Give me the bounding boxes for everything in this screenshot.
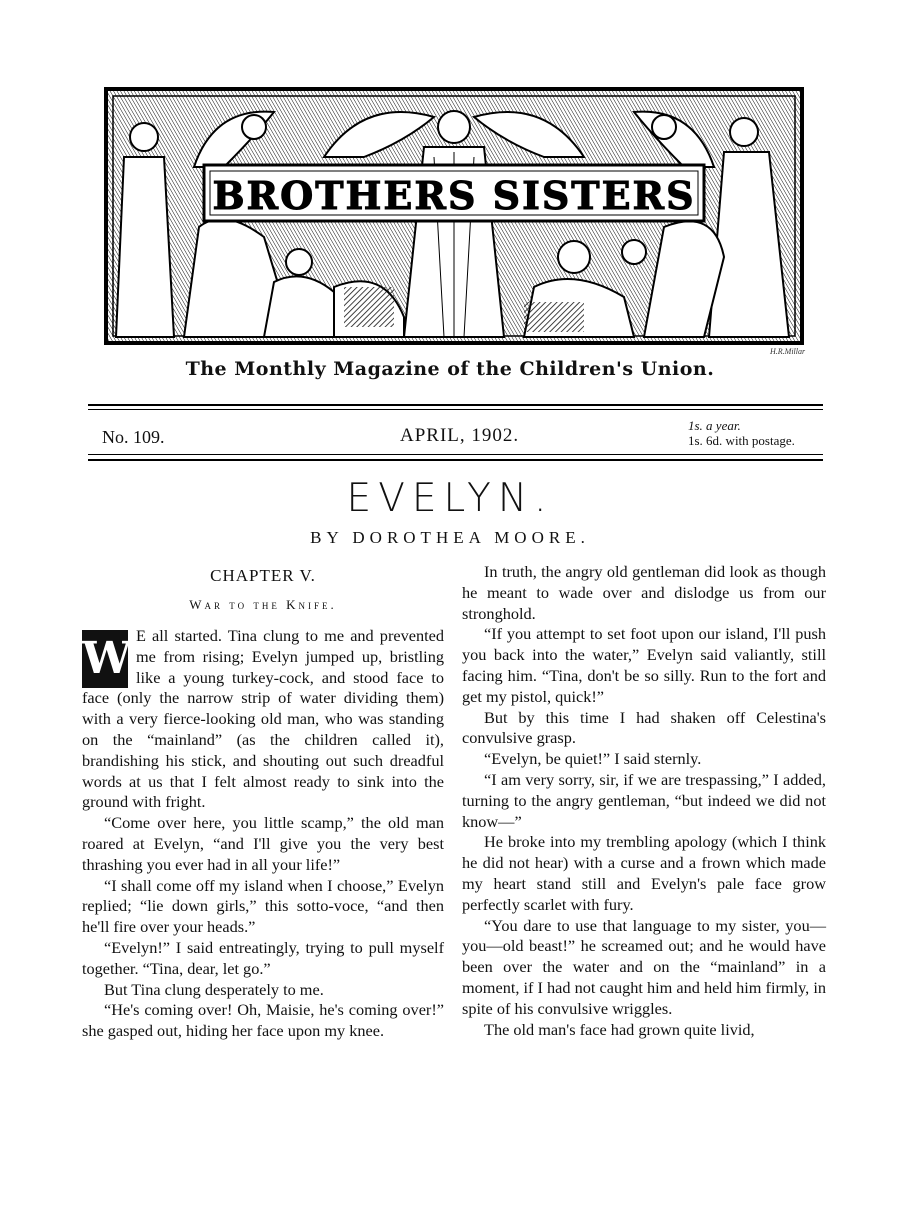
header-rule-top-thin [88, 409, 823, 410]
paragraph: “You dare to use that language to my sister, you—you—old beast!” he screamed out; and he would have been over the water and on the “mainland” in a moment, if I had not caught him and held him firmly, in spite of his convulsive wriggles. [462, 915, 826, 1018]
artist-signature: H.R.Millar [770, 347, 806, 356]
left-column [82, 626, 444, 1042]
header-rule-bottom-thin [88, 454, 823, 455]
paragraph: “He's coming over! Oh, Maisie, he's coming over!” she gasped out, hiding her face upon my knee. [82, 1000, 444, 1041]
paragraph: “I shall come off my island when I choose,” Evelyn replied; “lie down girls,” this sotto-voce, “and then he'll fire over your heads.” [82, 875, 444, 937]
story-title: EVELYN. [346, 476, 554, 521]
magazine-subtitle: The Monthly Magazine of the Children's Union. [185, 358, 715, 380]
issue-number: No. 109. [102, 427, 165, 447]
subscription-price-postage: 1s. 6d. with postage. [688, 433, 795, 448]
subscription-price: 1s. a year. [688, 418, 741, 433]
paragraph [82, 626, 444, 813]
header-rule-top [88, 404, 823, 406]
paragraph: “Come over here, you little scamp,” the old man roared at Evelyn, “and I'll give you the very best thrashing you ever had in all your life!” [82, 813, 444, 874]
drop-cap: W [82, 630, 128, 688]
right-column [462, 562, 826, 1040]
masthead-illustration [104, 87, 804, 345]
paragraph-text: E all started. Tina clung to me and prevented me from rising; Evelyn jumped up, bristling like a young turkey-cock, and stood face to face (only the narrow strip of water dividing them) with a very fierce-looking old man, who was standing on the “mainland” (as the children called it), brandishing his stick, and shouting out such dreadful words at us that I felt almost ready to sink into the ground with fright. [82, 626, 444, 812]
paragraph: “Evelyn, be quiet!” I said sternly. [484, 749, 702, 769]
paragraph: But Tina clung desperately to me. [104, 979, 324, 999]
story-byline: BY DOROTHEA MOORE. [310, 528, 590, 547]
paragraph: “Evelyn!” I said entreatingly, trying to pull myself together. “Tina, dear, let go.” [82, 937, 444, 978]
paragraph: The old man's face had grown quite livid, [484, 1019, 755, 1039]
section-heading: War to the Knife. [189, 597, 337, 612]
chapter-heading: CHAPTER V. [210, 566, 316, 585]
issue-date: APRIL, 1902. [400, 425, 520, 446]
header-rule-bottom [88, 459, 823, 461]
paragraph: In truth, the angry old gentleman did look as though he meant to wade over and dislodge us from our stronghold. [462, 562, 826, 623]
paragraph: “If you attempt to set foot upon our island, I'll push you back into the water,” Evelyn said valiantly, still facing him. “Tina, don't be so silly. Run to the fort and get my pistol, quick!” [462, 624, 826, 706]
masthead-title: BROTHERS SISTERS [212, 173, 696, 218]
paragraph: But by this time I had shaken off Celestina's convulsive grasp. [462, 707, 826, 748]
paragraph: “I am very sorry, sir, if we are trespassing,” I added, turning to the angry gentleman, “but indeed we did not know—” [462, 769, 826, 831]
paragraph: He broke into my trembling apology (which I think he did not hear) with a curse and a frown which made my heart stand still and Evelyn's pale face grow perfectly scarlet with fury. [462, 832, 826, 914]
